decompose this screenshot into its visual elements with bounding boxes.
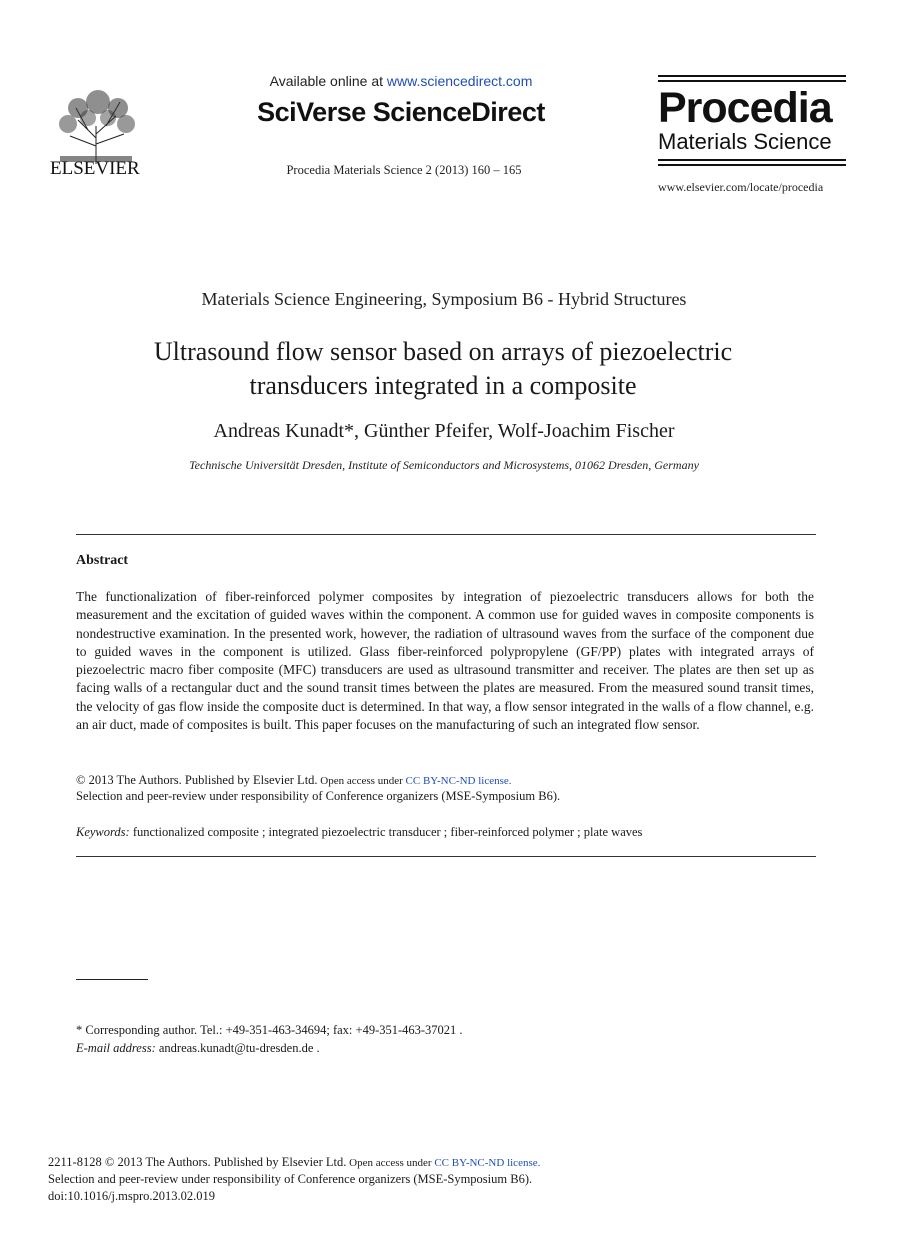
logo-rule	[658, 75, 846, 77]
title-line-2: transducers integrated in a composite	[249, 371, 637, 400]
license-link[interactable]: CC BY-NC-ND license.	[405, 775, 512, 787]
sciverse-logo: SciVerse ScienceDirect	[257, 97, 545, 127]
paper-title	[0, 335, 886, 403]
email-label: E-mail address:	[76, 1041, 156, 1055]
keywords-list: functionalized composite ; integrated piezoelectric transducer ; fiber-reinforced polymer ; plate waves	[129, 825, 643, 839]
affiliation: Technische Universität Dresden, Institute of Semiconductors and Microsystems, 01062 Dresden, Germany	[189, 458, 699, 472]
keywords-line	[76, 825, 642, 840]
logo-rule	[658, 159, 846, 161]
author-list: Andreas Kunadt*, Günther Pfeifer, Wolf-Joachim Fischer	[213, 420, 675, 442]
title-line-1: Ultrasound flow sensor based on arrays of piezoelectric	[153, 337, 733, 366]
divider-bottom	[76, 856, 816, 857]
procedia-logo	[658, 75, 846, 169]
email-address[interactable]: andreas.kunadt@tu-dresden.de .	[155, 1041, 320, 1055]
footnote-rule	[76, 979, 148, 980]
procedia-wordmark: Procedia	[658, 84, 832, 132]
logo-rule	[658, 80, 846, 82]
copyright-line	[76, 772, 512, 789]
footer-copyright-line	[48, 1155, 540, 1170]
footer-peer-review: Selection and peer-review under responsibility of Conference organizers (MSE-Symposium B6).	[48, 1172, 533, 1186]
materials-science-wordmark: Materials Science	[658, 129, 832, 154]
copyright-text: © 2013 The Authors. Published by Elsevier Ltd.	[76, 773, 318, 787]
footer-license-link[interactable]: CC BY-NC-ND license.	[434, 1157, 541, 1169]
divider-top	[76, 534, 816, 535]
available-prefix: Available online at	[269, 73, 387, 89]
doi-line[interactable]: doi:10.1016/j.mspro.2013.02.019	[48, 1189, 216, 1203]
keywords-label: Keywords:	[76, 825, 130, 839]
sciencedirect-link[interactable]: www.sciencedirect.com	[386, 73, 533, 89]
issn-copyright: 2211-8128 © 2013 The Authors. Published by Elsevier Ltd.	[48, 1155, 347, 1169]
footer-open-access-text: Open access under	[346, 1157, 435, 1169]
abstract-heading: Abstract	[76, 553, 129, 568]
email-note	[76, 1041, 320, 1056]
journal-url[interactable]: www.elsevier.com/locate/procedia	[658, 180, 824, 194]
open-access-text: Open access under	[317, 775, 406, 787]
logo-rule	[658, 164, 846, 166]
elsevier-wordmark: ELSEVIER	[50, 158, 140, 179]
peer-review-line: Selection and peer-review under responsibility of Conference organizers (MSE-Symposium B6).	[76, 789, 561, 803]
abstract-body: The functionalization of fiber-reinforced polymer composites by integration of piezoelectric transducers allows for both the measurement and the excitation of guided waves within the component. A common use for guided waves in composite components is nondestructive examination. In the presented work, however, the radiation of ultrasound waves from the surface of the component due to guided waves in the component is utilized. Glass fiber-reinforced polypropylene (GF/PP) plates with integrated arrays of piezoelectric macro fiber composite (MFC) transducers are used as ultrasound transmitter and receiver. The plates are then set up as facing walls of a rectangular duct and the sound transit times between the plates are measured. From the measured sound transit times, the velocity of gas flow inside the composite duct is determined. In that way, a flow sensor integrated in the walls of a flow channel, e.g. an air duct, made of composites is built. This paper focuses on the manufacturing of such an integrated flow sensor.	[76, 589, 814, 733]
corresponding-author-note: * Corresponding author. Tel.: +49-351-463-34694; fax: +49-351-463-37021 .	[76, 1023, 463, 1037]
symposium-line: Materials Science Engineering, Symposium B6 - Hybrid Structures	[201, 289, 687, 309]
journal-reference: Procedia Materials Science 2 (2013) 160 – 165	[286, 163, 522, 177]
